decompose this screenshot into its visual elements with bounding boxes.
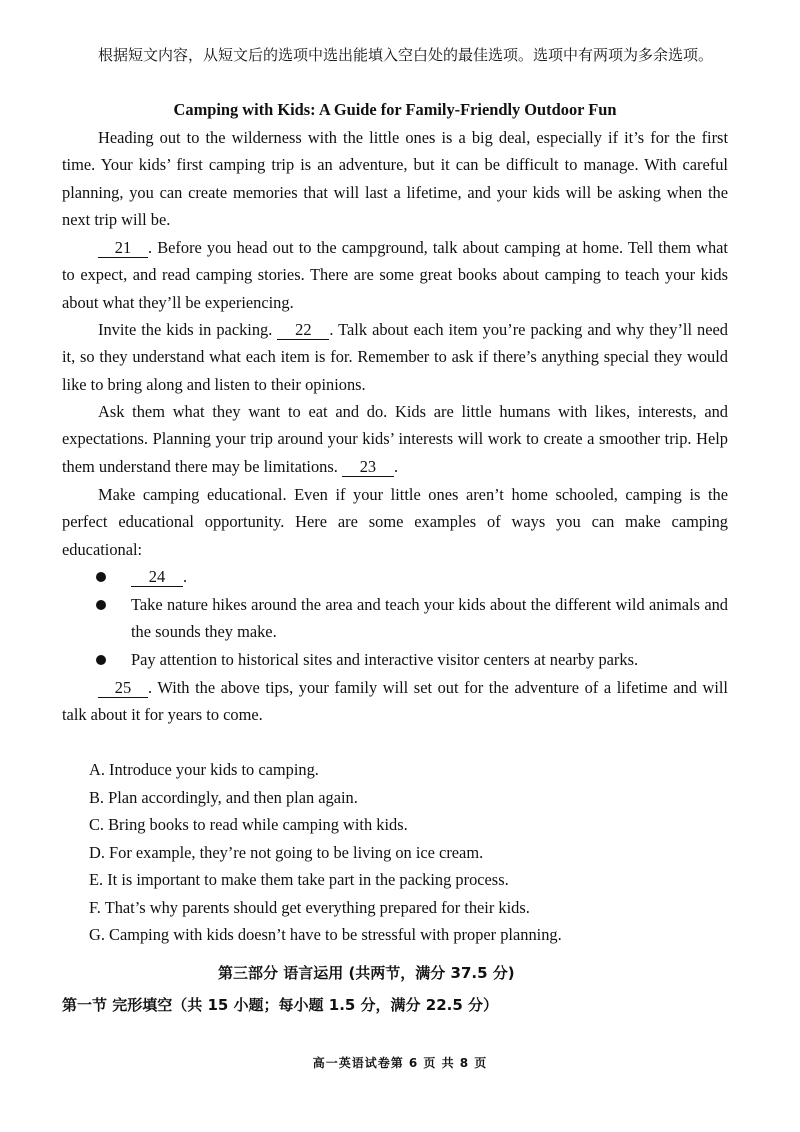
bullet-1-after: . bbox=[183, 567, 188, 586]
paragraph-5: Make camping educational. Even if your little ones aren’t home schooled, camping is the perfect educational opportunity. Here are some examples of ways you can make camping educational: bbox=[62, 485, 728, 559]
paragraph-4-after: . bbox=[393, 456, 399, 476]
bullet-icon bbox=[96, 600, 106, 610]
paragraph-4-before: Ask them what they want to eat and do. Kids are little humans with likes, interests, and expectations. Planning your trip around your kids’ interests will work to create a smoother trip. Help them understand there may be limitations. bbox=[62, 402, 728, 476]
option-g[interactable]: G. Camping with kids doesn’t have to be stressful with proper planning. bbox=[89, 925, 562, 944]
blank-24[interactable]: 24 bbox=[131, 568, 183, 587]
page-footer: 高一英语试卷第 6 页 共 8 页 bbox=[312, 1056, 488, 1070]
paragraph-3-after: . Talk about each item you’re packing and why they’ll need it, so they understand what each item is for. Remember to ask if there’s anything special they would like to bring along and listen to their opinions. bbox=[62, 320, 728, 394]
paragraph-2 bbox=[62, 234, 728, 316]
section-heading-part-three: 第三部分 语言运用 (共两节，满分 37.5 分) bbox=[218, 964, 515, 982]
paragraph-1: Heading out to the wilderness with the little ones is a big deal, especially if it’s for the first time. Your kids’ first camping trip is an adventure, but it can be difficult to manage. With careful planning, you can create memories that will last a lifetime, and your kids will be asking when the next trip will be. bbox=[62, 128, 728, 230]
paragraph-2-text: . Before you head out to the campground, talk about camping at home. Tell them what to expect, and read camping stories. There are some great books about camping to teach your kids about what they’ll be experiencing. bbox=[62, 238, 728, 312]
instruction-text: 根据短文内容，从短文后的选项中选出能填入空白处的最佳选项。选项中有两项为多余选项。 bbox=[98, 46, 714, 64]
bullet-2-text: Take nature hikes around the area and teach your kids about the different wild animals and the sounds they make. bbox=[131, 595, 728, 642]
passage-title: Camping with Kids: A Guide for Family-Friendly Outdoor Fun bbox=[173, 100, 617, 119]
bullet-3-text: Pay attention to historical sites and interactive visitor centers at nearby parks. bbox=[131, 650, 639, 669]
option-f[interactable]: F. That’s why parents should get everything prepared for their kids. bbox=[89, 898, 530, 917]
blank-25[interactable]: 25 bbox=[98, 679, 148, 698]
blank-23[interactable]: 23 bbox=[342, 458, 394, 477]
blank-22[interactable]: 22 bbox=[277, 321, 329, 340]
bullet-icon bbox=[96, 655, 106, 665]
option-a[interactable]: A. Introduce your kids to camping. bbox=[89, 760, 319, 779]
bullet-item-2 bbox=[96, 591, 728, 647]
bullet-item-1 bbox=[96, 563, 728, 591]
bullet-icon bbox=[96, 572, 106, 582]
paragraph-6 bbox=[62, 674, 728, 729]
paragraph-4 bbox=[62, 398, 728, 480]
bullet-item-3 bbox=[96, 646, 728, 674]
option-e[interactable]: E. It is important to make them take part in the packing process. bbox=[89, 870, 509, 889]
paragraph-6-text: . With the above tips, your family will set out for the adventure of a lifetime and will talk about it for years to come. bbox=[62, 678, 728, 725]
option-c[interactable]: C. Bring books to read while camping with kids. bbox=[89, 815, 408, 834]
paragraph-3-before: Invite the kids in packing. bbox=[98, 320, 278, 339]
blank-21[interactable]: 21 bbox=[98, 239, 148, 258]
paragraph-3 bbox=[62, 316, 728, 398]
option-b[interactable]: B. Plan accordingly, and then plan again. bbox=[89, 788, 358, 807]
option-d[interactable]: D. For example, they’re not going to be living on ice cream. bbox=[89, 843, 484, 862]
section-heading-cloze: 第一节 完形填空（共 15 小题；每小题 1.5 分，满分 22.5 分） bbox=[62, 996, 499, 1014]
